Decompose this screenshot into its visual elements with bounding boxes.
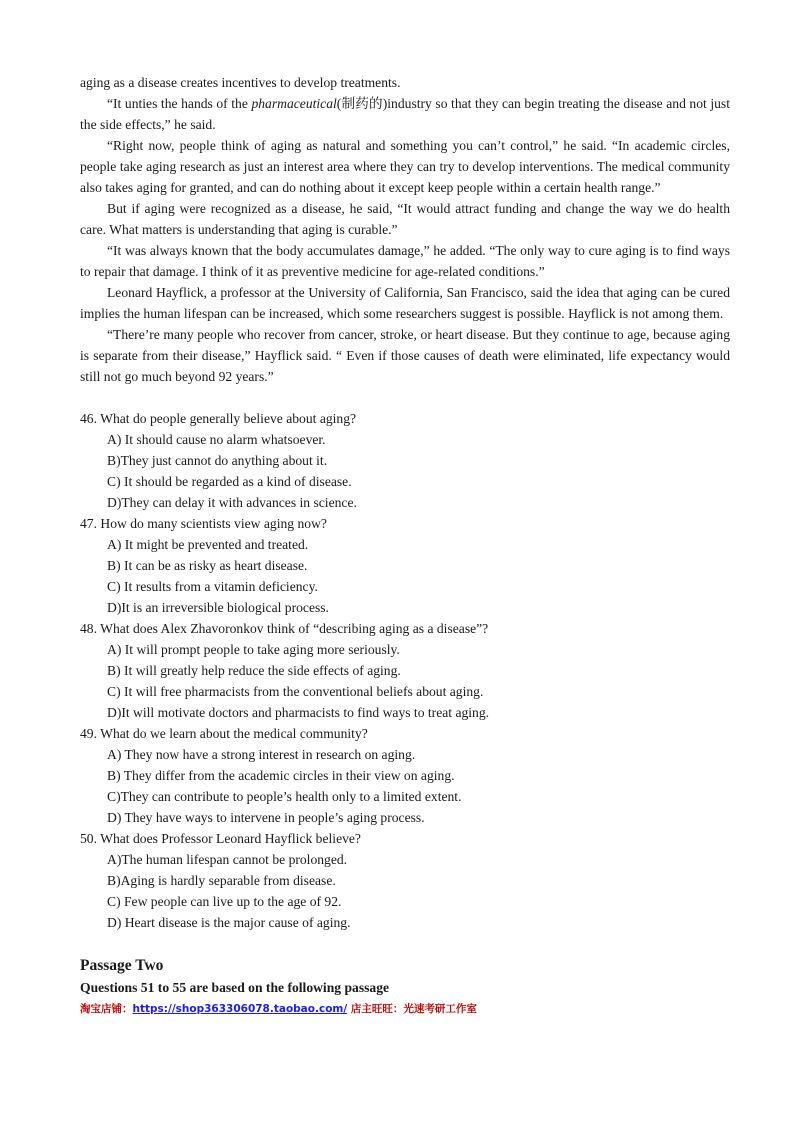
answer-option: B)They just cannot do anything about it. <box>107 453 328 468</box>
shop-link[interactable]: https://shop363306078.taobao.com/ <box>132 1003 348 1015</box>
answer-option: A)The human lifespan cannot be prolonged. <box>107 852 348 867</box>
pharmaceutical-term: pharmaceutical <box>251 96 337 111</box>
answer-option: C) It will free pharmacists from the conventional beliefs about aging. <box>107 684 484 699</box>
question-list <box>80 408 730 933</box>
paragraph-2-end: (制药的)industry so that they can begin treating the disease and not just the side effects,” he said. <box>80 96 731 132</box>
paragraph-2-start: “It unties the hands of the <box>107 96 252 111</box>
article-paragraph-3: “Right now, people think of aging as natural and something you can’t control,” he said. “In academic circles, people take aging research as just an interest area where they can try to develop interventions. The medical community also takes aging for granted, and can do nothing about it except keep people within a certain health range.” <box>80 138 730 195</box>
answer-option: A) It might be prevented and treated. <box>107 537 309 552</box>
answer-option: D)They can delay it with advances in science. <box>107 495 357 510</box>
question-stem: 48. What does Alex Zhavoronkov think of “describing aging as a disease”? <box>80 621 489 636</box>
answer-option: C) Few people can live up to the age of 92. <box>107 894 342 909</box>
question-49 <box>80 723 730 828</box>
answer-option: D)It will motivate doctors and pharmacists to find ways to treat aging. <box>107 705 490 720</box>
article-paragraph-7: “There’re many people who recover from cancer, stroke, or heart disease. But they continue to age, because aging is separate from their disease,” Hayflick said. “ Even if those causes of death were eliminated, life expectancy would still not go much beyond 92 years.” <box>80 327 730 384</box>
shop-owner: 店主旺旺：光速考研工作室 <box>347 1003 477 1015</box>
answer-option: D) Heart disease is the major cause of aging. <box>107 915 351 930</box>
answer-option: A) It will prompt people to take aging more seriously. <box>107 642 400 657</box>
footer-shop-info <box>80 1000 730 1018</box>
answer-option: B) It will greatly help reduce the side effects of aging. <box>107 663 401 678</box>
answer-option: B) They differ from the academic circles in their view on aging. <box>107 768 455 783</box>
document-page <box>80 72 730 1018</box>
question-46 <box>80 408 730 513</box>
question-stem: 47. How do many scientists view aging now? <box>80 516 327 531</box>
answer-option: B) It can be as risky as heart disease. <box>107 558 308 573</box>
footer-label: 淘宝店铺： <box>80 1003 133 1015</box>
article-paragraph-5: “It was always known that the body accumulates damage,” he added. “The only way to cure aging is to find ways to repair that damage. I think of it as preventive medicine for age-related conditions.” <box>80 243 730 279</box>
answer-option: A) They now have a strong interest in research on aging. <box>107 747 416 762</box>
article-paragraph-6: Leonard Hayflick, a professor at the University of California, San Francisco, said the idea that aging can be cured implies the human lifespan can be increased, which some researchers suggest is possible. Hayflick is not among them. <box>80 285 730 321</box>
question-47 <box>80 513 730 618</box>
article-paragraph-4: But if aging were recognized as a disease, he said, “It would attract funding and change the way we do health care. What matters is understanding that aging is curable.” <box>80 201 730 237</box>
article-paragraph-1: aging as a disease creates incentives to develop treatments. <box>80 75 401 90</box>
article-paragraph-2 <box>80 93 730 135</box>
passage-title: Passage Two <box>80 957 164 974</box>
question-stem: 50. What does Professor Leonard Hayflick believe? <box>80 831 361 846</box>
answer-option: A) It should cause no alarm whatsoever. <box>107 432 326 447</box>
question-stem: 49. What do we learn about the medical community? <box>80 726 368 741</box>
answer-option: C) It should be regarded as a kind of disease. <box>107 474 352 489</box>
question-50 <box>80 828 730 933</box>
answer-option: D)It is an irreversible biological process. <box>107 600 329 615</box>
answer-option: C) It results from a vitamin deficiency. <box>107 579 318 594</box>
answer-option: C)They can contribute to people’s health only to a limited extent. <box>107 789 462 804</box>
passage-subtitle: Questions 51 to 55 are based on the following passage <box>80 980 390 995</box>
answer-option: B)Aging is hardly separable from disease. <box>107 873 336 888</box>
question-stem: 46. What do people generally believe about aging? <box>80 411 357 426</box>
question-48 <box>80 618 730 723</box>
answer-option: D) They have ways to intervene in people’s aging process. <box>107 810 425 825</box>
